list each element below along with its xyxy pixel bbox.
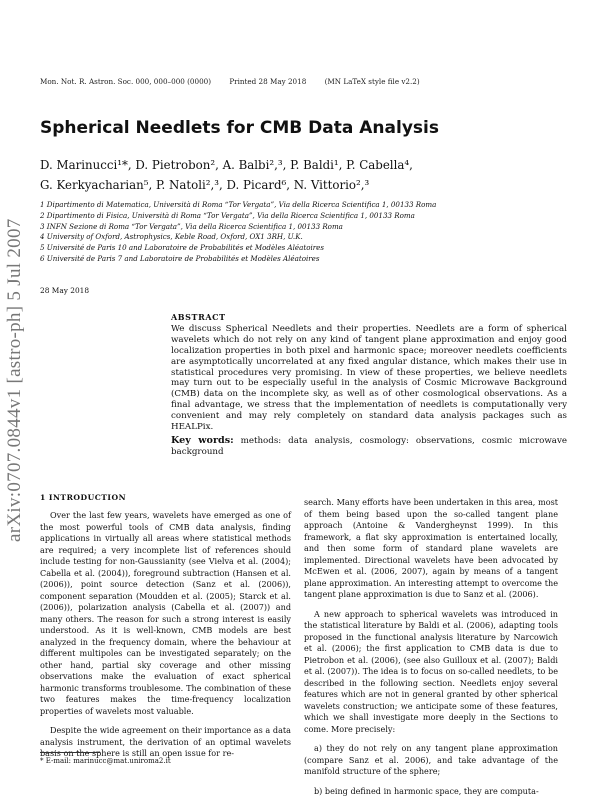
style-file: (MN LaTeX style file v2.2) [325,77,420,86]
list-item-b: b) being defined in harmonic space, they are computa- [304,786,558,797]
affiliation-3: 3 INFN Sezione di Roma “Tor Vergata”, Via della Ricerca Scientifica 1, 00133 Roma [40,222,520,233]
keywords-text: methods: data analysis, cosmology: observations, cosmic microwave background [171,436,567,457]
author-line-1: D. Marinucci¹*, D. Pietrobon², A. Balbi²,³, P. Baldi¹, P. Cabella⁴, [40,155,480,175]
affiliation-6: 6 Université de Paris 7 and Laboratoire de Probabilités et Modèles Aléatoires [40,254,520,265]
printed-date: Printed 28 May 2018 [229,77,306,86]
affiliation-4: 4 University of Oxford, Astrophysics, Keble Road, Oxford, OX1 3RH, U.K. [40,232,520,243]
abstract-block [171,312,567,458]
right-column [304,497,558,797]
left-column [40,510,291,760]
arxiv-stamp: arXiv:0707.0844v1 [astro-ph] 5 Jul 2007 [4,200,44,560]
footnote-email: * E-mail: marinucc@mat.uniroma2.it [40,757,171,765]
affiliation-2: 2 Dipartimento di Fisica, Università di Roma “Tor Vergata”, Via della Ricerca Scientifica 1, 00133 Roma [40,211,520,222]
author-list [40,155,480,195]
keywords-block [171,436,567,458]
intro-paragraph-3: search. Many efforts have been undertaken in this area, most of them being based upon the so-called tangent plane approach (Antoine & Vandergheynst 1999). In this framework, a flat sky approximation is entertained locally, and then some form of standard plane wavelets are implemented. Directional wavelets have been advocated by McEwen et al. (2006, 2007), again by means of a tangent plane approximation. An interesting attempt to overcome the tangent plane approximation is due to Sanz et al. (2006). [304,497,558,601]
affiliation-list [40,200,520,265]
intro-paragraph-4: A new approach to spherical wavelets was introduced in the statistical literature by Baldi et al. (2006), adapting tools proposed in the functional analysis literature by Narcowich et al. (2006); the first application to CMB data is due to Pietrobon et al. (2006), (see also Guilloux et al. (2007); Baldi et al. (2007)). The idea is to focus on so-called needlets, to be described in the following section. Needlets enjoy several features which are not in general granted by other spherical wavelets construction; we anticipate some of these features, which we shall investigate more deeply in the Sections to come. More precisely: [304,609,558,736]
abstract-text: We discuss Spherical Needlets and their properties. Needlets are a form of spherical wavelets which do not rely on any kind of tangent plane approximation and enjoy good localization properties in both pixel and harmonic space; moreover needlets coefficients are asymptotically uncorrelated at any fixed angular distance, which makes their use in statistical procedures very promising. In view of these properties, we believe needlets may turn out to be especially useful in the analysis of Cosmic Microwave Background (CMB) data on the incomplete sky, as well as of other cosmological observations. As a final advantage, we stress that the implementation of needlets is computationally very convenient and may rely completely on standard data analysis packages such as HEALPix. [171,324,567,433]
section-heading-introduction: 1 INTRODUCTION [40,493,126,502]
list-item-a: a) they do not rely on any tangent plane approximation (compare Sanz et al. 2006), and take advantage of the manifold structure of the sphere; [304,743,558,778]
intro-paragraph-1: Over the last few years, wavelets have emerged as one of the most powerful tools of CMB data analysis, finding applications in virtually all areas where statistical methods are required; a very incomplete list of references should include testing for non-Gaussianity (see Vielva et al. (2004); Cabella et al. (2004)), foreground subtraction (Hansen et al. (2006)), point source detection (Sanz et al. (2006)), component separation (Moudden et al. (2005); Starck et al. (2006)), polarization analysis (Cabella et al. (2007)) and many others. The reason for such a strong interest is easily understood. As it is well-known, CMB models are best analyzed in the frequency domain, where the behaviour at different multipoles can be investigated separately; on the other hand, partial sky coverage and other missing observations make the evaluation of exact spherical harmonic transforms troublesome. The combination of these two features makes the time-frequency localization properties of wavelets most valuable. [40,510,291,717]
paper-title: Spherical Needlets for CMB Data Analysis [40,118,560,138]
affiliation-5: 5 Université de Paris 10 and Laboratoire de Probabilités et Modèles Aléatoires [40,243,520,254]
abstract-heading: ABSTRACT [171,312,567,323]
author-line-2: G. Kerkyacharian⁵, P. Natoli²,³, D. Picard⁶, N. Vittorio²,³ [40,175,480,195]
affiliation-1: 1 Dipartimento di Matematica, Università di Roma “Tor Vergata”, Via della Ricerca Scientifica 1, 00133 Roma [40,200,520,211]
journal-citation: Mon. Not. R. Astron. Soc. 000, 000–000 (0000) [40,77,211,86]
paper-date: 28 May 2018 [40,286,89,295]
intro-paragraph-2: Despite the wide agreement on their importance as a data analysis instrument, the derivation of an optimal wavelets basis on the sphere is still an open issue for re- [40,725,291,760]
journal-header [40,77,560,86]
keywords-label: Key words: [171,435,234,446]
footnote-rule [40,752,100,753]
